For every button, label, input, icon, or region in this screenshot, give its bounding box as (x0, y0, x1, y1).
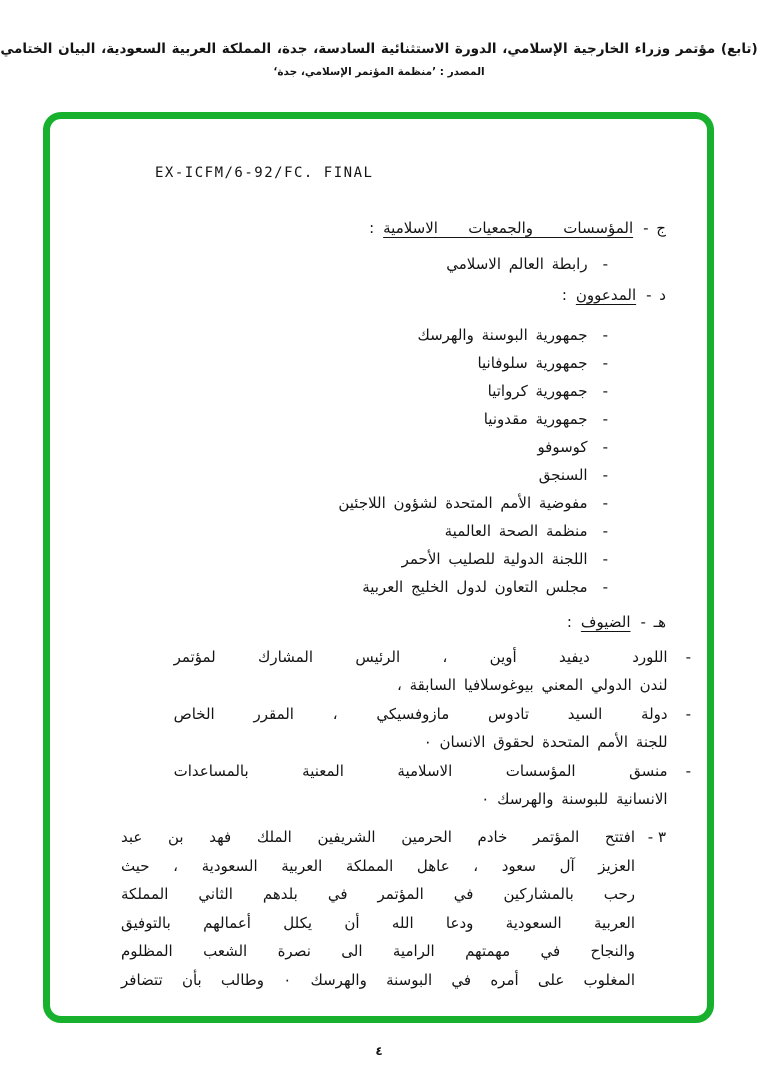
paragraph-line: العربية السعودية ودعا الله أن يكلل أعمالهم بالتوفيق (121, 913, 635, 932)
dash-bullet: - (602, 410, 608, 428)
section-c-heading (50, 219, 707, 237)
list-item (50, 377, 608, 405)
list-item (50, 250, 608, 278)
list-item (50, 517, 608, 545)
dash-bullet: - (602, 255, 608, 273)
list-item (50, 489, 608, 517)
section-h-colon: : (566, 613, 572, 631)
list-item (50, 573, 608, 601)
list-item-text: جمهورية كرواتيا (487, 382, 588, 400)
page-number: ٤ (375, 1044, 383, 1058)
dash-bullet: - (602, 578, 608, 596)
list-item-text: السنجق (538, 466, 588, 484)
document-content (50, 119, 707, 1016)
paragraph-line: رحب بالمشاركين في المؤتمر في بلدهم الثاني المملكة (121, 885, 635, 903)
guest-line: منسق المؤسسات الاسلامية المعنية بالمساعدات (173, 762, 668, 780)
list-item (50, 461, 608, 489)
section-c-colon: : (369, 219, 375, 237)
list-item-text: جمهورية سلوفانيا (477, 354, 588, 372)
section-c-list (50, 250, 707, 278)
document-frame (43, 112, 714, 1023)
section-h-heading (50, 613, 707, 631)
section-d-marker: د - (646, 286, 666, 304)
dash-bullet: - (602, 466, 608, 484)
section-d-colon: : (561, 286, 567, 304)
paragraph-line: المغلوب على أمره في البوسنة والهرسك ٠ وطالب بأن تتضافر (121, 970, 635, 989)
dash-bullet: - (685, 762, 691, 780)
list-item-text: جمهورية البوسنة والهرسك (417, 326, 588, 344)
dash-bullet: - (602, 326, 608, 344)
list-item-text: مجلس التعاون لدول الخليج العربية (362, 578, 588, 596)
section-d-title: المدعوون (575, 286, 637, 304)
paragraph-3 (50, 823, 707, 994)
list-item-text: كوسوفو (537, 438, 588, 456)
guest-line: لندن الدولي المعني بيوغوسلافيا السابقة ، (396, 676, 668, 694)
list-item-text: اللجنة الدولية للصليب الأحمر (401, 550, 588, 568)
section-h-list (50, 643, 707, 814)
list-item (50, 349, 608, 377)
section-h-title: الضيوف (580, 613, 631, 631)
list-item-text: جمهورية مقدونيا (483, 410, 588, 428)
guest-line: اللورد ديفيد أوين ، الرئيس المشارك لمؤتمر (173, 648, 668, 666)
dash-bullet: - (602, 382, 608, 400)
dash-bullet: - (602, 550, 608, 568)
reference-code: EX-ICFM/6-92/FC. FINAL (155, 165, 374, 181)
section-c-title: المؤسسات والجمعيات الاسلامية (383, 219, 634, 237)
header-source: المصدر : ’منظمة المؤتمر الإسلامي، جدة‘ (273, 66, 485, 78)
header-title: (تابع) مؤتمر وزراء الخارجية الإسلامي، الدورة الاستثنائية السادسة، جدة، المملكة العربية السعودية، البيان الختامي (0, 41, 758, 57)
dash-bullet: - (685, 648, 691, 666)
guest-line: للجنة الأمم المتحدة لحقوق الانسان ٠ (423, 733, 668, 751)
list-item (50, 405, 608, 433)
list-item-text: رابطة العالم الاسلامي (446, 255, 588, 273)
section-c-marker: ج - (643, 219, 666, 237)
guest-item (50, 757, 707, 813)
guest-item (50, 700, 707, 756)
list-item-text: مفوضية الأمم المتحدة لشؤون اللاجئين (338, 494, 588, 512)
section-d-heading (50, 286, 707, 304)
list-item (50, 433, 608, 461)
paragraph-line: العزيز آل سعود ، عاهل المملكة العربية السعودية ، حيث (121, 856, 635, 875)
dash-bullet: - (602, 494, 608, 512)
dash-bullet: - (685, 705, 691, 723)
section-d-list (50, 321, 707, 601)
dash-bullet: - (602, 438, 608, 456)
dash-bullet: - (602, 522, 608, 540)
page-header (0, 40, 758, 78)
paragraph-number: ٣ - (647, 828, 666, 846)
guest-line: الانسانية للبوسنة والهرسك ٠ (481, 790, 668, 808)
guest-line: دولة السيد تادوس مازوفسيكي ، المقرر الخاص (173, 705, 668, 723)
guest-item (50, 643, 707, 699)
list-item (50, 321, 608, 349)
list-item-text: منظمة الصحة العالمية (444, 522, 588, 540)
paragraph-line: افتتح المؤتمر خادم الحرمين الشريفين الملك فهد بن عبد (121, 828, 635, 846)
section-h-marker: هـ - (640, 613, 666, 631)
list-item (50, 545, 608, 573)
paragraph-line: والنجاح في مهمتهم الرامية الى نصرة الشعب المظلوم (121, 942, 635, 960)
dash-bullet: - (602, 354, 608, 372)
